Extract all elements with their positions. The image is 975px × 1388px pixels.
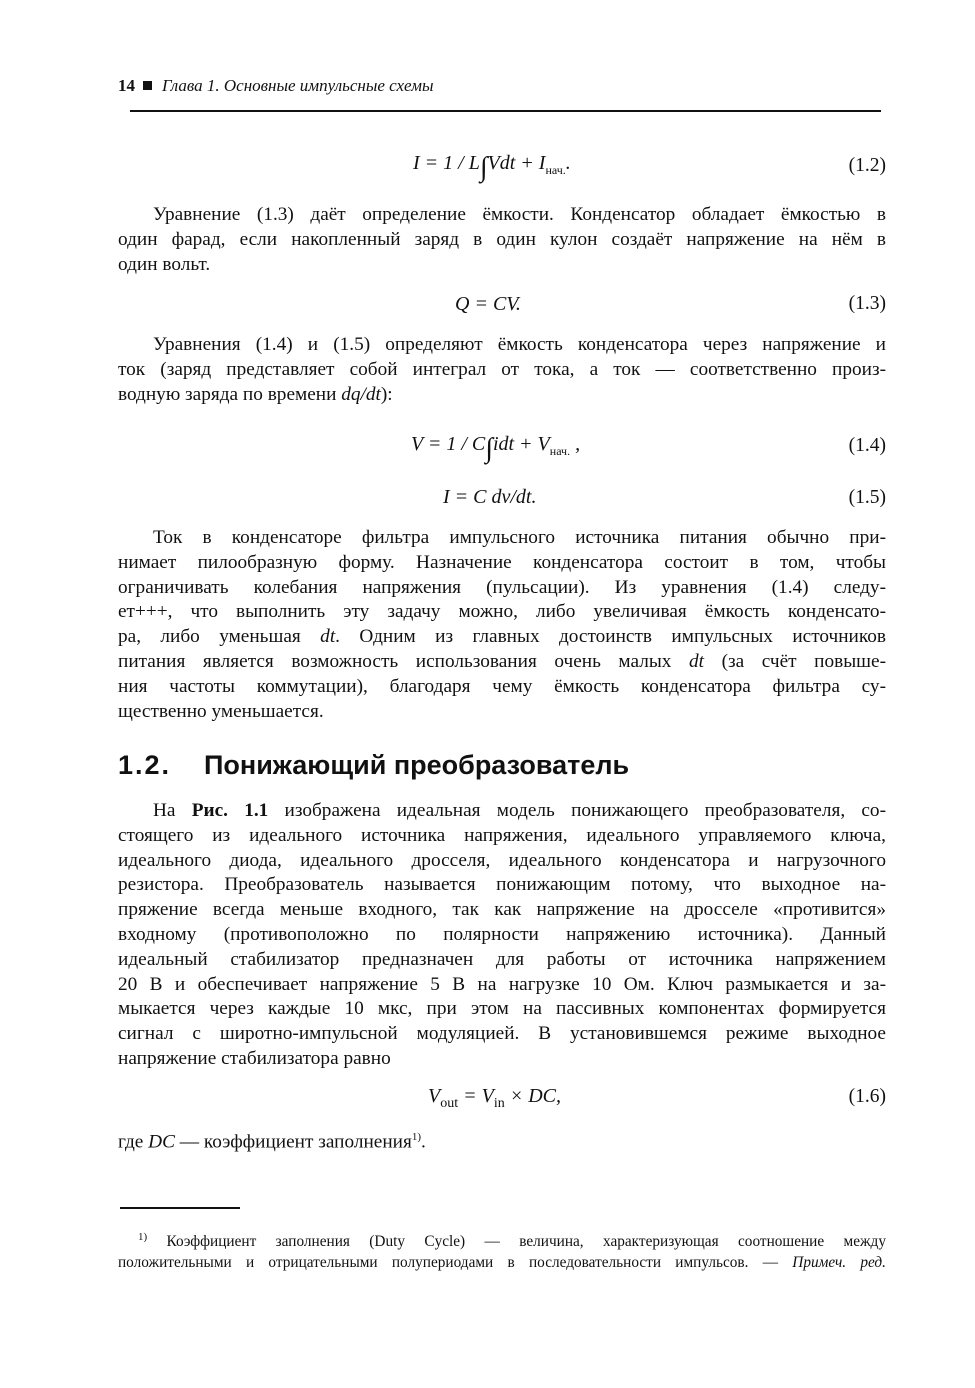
equation-number: (1.2) bbox=[848, 155, 886, 176]
text-line bbox=[118, 873, 886, 898]
page-number: 14 bbox=[118, 76, 135, 95]
eq-text: I bbox=[413, 152, 420, 174]
text-segment: идеального диода, идеального дросселя, идеального конденсатора и нагрузочного bbox=[118, 849, 886, 871]
text-segment: пряжение всегда меньше входного, так как напряжение на дросселе «противится» bbox=[118, 899, 886, 921]
text-segment: мыкается через каждые 10 мкс, при этом на пассивных компонентах формируется bbox=[118, 998, 886, 1020]
text-line bbox=[118, 898, 886, 923]
text-line bbox=[118, 383, 886, 408]
text-segment: один вольт. bbox=[118, 253, 211, 275]
paragraph bbox=[118, 203, 886, 277]
text: DC bbox=[148, 1131, 175, 1153]
text-line bbox=[118, 358, 886, 383]
text-segment: стоящего из идеального источника напряжения, идеального управляемого ключа, bbox=[118, 824, 886, 846]
text-segment: Уравнения (1.4) и (1.5) определяют ёмкость конденсатора через напряжение и bbox=[153, 334, 886, 355]
text-segment: питания является возможность использования очень малых bbox=[118, 650, 690, 672]
footnote-line bbox=[118, 1251, 886, 1276]
text-segment: напряжение стабилизатора равно bbox=[118, 1047, 391, 1069]
text-segment: dq/dt bbox=[341, 383, 381, 405]
text-segment: ра, либо уменьшая bbox=[118, 626, 321, 648]
text-line bbox=[118, 997, 886, 1022]
text-segment: изображена идеальная модель понижающего преобразователя, со- bbox=[268, 800, 886, 821]
text-line bbox=[118, 849, 886, 874]
equation-number: (1.3) bbox=[848, 293, 886, 314]
text-line bbox=[118, 700, 886, 725]
text-line bbox=[118, 650, 886, 675]
text-segment: Уравнение (1.3) даёт определение ёмкости. Конденсатор обладает ёмкостью в bbox=[153, 204, 886, 225]
integral-sign: ∫ bbox=[479, 152, 488, 183]
eq-text: V bbox=[411, 433, 423, 455]
square-bullet-icon bbox=[143, 81, 152, 90]
section-heading bbox=[118, 750, 629, 781]
text-line bbox=[118, 551, 886, 576]
eq-text: idt + V bbox=[492, 433, 550, 455]
equation-1-5: I = C dv/dt. bbox=[443, 486, 537, 508]
text-segment: ния частоты коммутации), благодаря чему ёмкость конденсатора фильтра су- bbox=[118, 675, 886, 697]
equation-number: (1.4) bbox=[848, 435, 886, 456]
eq-subscript: нач. bbox=[545, 163, 566, 177]
paragraph bbox=[118, 526, 886, 724]
header-rule bbox=[130, 110, 881, 112]
eq-text: = 1 / L bbox=[424, 152, 480, 174]
text-segment: Ток в конденсаторе фильтра импульсного источника питания обычно при- bbox=[153, 527, 886, 548]
text-line bbox=[118, 675, 886, 700]
running-header bbox=[118, 76, 434, 96]
text: положительными и отрицательными полупериодами в последовательности импульсов. — bbox=[118, 1253, 793, 1271]
text-segment: ток (заряд представляет собой интеграл от тока, а ток — соответственно произ- bbox=[118, 358, 886, 380]
text-line bbox=[118, 824, 886, 849]
text-segment: входному (противоположно по полярности напряжению источника). Данный bbox=[118, 923, 886, 945]
text-segment: Рис. 1.1 bbox=[191, 800, 269, 821]
eq-text: = 1 / C bbox=[427, 433, 486, 455]
section-title: Понижающий преобразователь bbox=[204, 750, 630, 780]
footnote-ref[interactable]: 1) bbox=[411, 1131, 422, 1143]
footnote-rule bbox=[120, 1207, 240, 1209]
text: — коэффициент заполнения bbox=[174, 1131, 412, 1153]
text-line bbox=[118, 923, 886, 948]
eq-text: × DC, bbox=[504, 1085, 561, 1107]
eq-text: = V bbox=[458, 1085, 494, 1107]
eq-text: Vdt + I bbox=[487, 152, 546, 174]
text-segment: ет+++, что выполнить эту задачу можно, либо увеличивая ёмкость конденсато- bbox=[118, 601, 886, 623]
text-line bbox=[118, 600, 886, 625]
text-line bbox=[118, 625, 886, 650]
equation-number: (1.6) bbox=[848, 1086, 886, 1107]
text: где bbox=[118, 1131, 149, 1153]
text: . bbox=[421, 1131, 426, 1153]
text-line bbox=[118, 526, 886, 551]
text-segment: . Одним из главных достоинств импульсных источников bbox=[335, 626, 887, 648]
paragraph bbox=[118, 799, 886, 1072]
text-line bbox=[118, 253, 886, 278]
footnote-mark: 1) bbox=[138, 1231, 148, 1243]
text-segment: водную заряда по времени bbox=[118, 383, 342, 405]
eq-subscript: in bbox=[493, 1096, 505, 1111]
text-segment: щественно уменьшается. bbox=[118, 700, 324, 722]
text-line bbox=[118, 1022, 886, 1047]
text-segment: нимает пилообразную форму. Назначение конденсатора состоит в том, чтобы bbox=[118, 551, 886, 573]
section-number: 1.2. bbox=[118, 750, 172, 780]
text-line bbox=[118, 333, 886, 358]
eq-text: , bbox=[570, 433, 581, 455]
text-line bbox=[118, 576, 886, 601]
text-segment: dt bbox=[320, 626, 336, 648]
equation-1-2 bbox=[413, 152, 571, 184]
text-line bbox=[118, 973, 886, 998]
chapter-title: Глава 1. Основные импульсные схемы bbox=[162, 76, 434, 95]
paragraph bbox=[118, 333, 886, 407]
footnote-line bbox=[118, 1226, 886, 1251]
equation-1-4 bbox=[411, 433, 580, 465]
text-segment: (за счёт повыше- bbox=[704, 650, 886, 672]
integral-sign: ∫ bbox=[485, 433, 493, 464]
text-segment: 20 В и обеспечивает напряжение 5 В на нагрузке 10 Ом. Ключ размыкается и за- bbox=[118, 973, 886, 995]
eq-text: . bbox=[565, 152, 571, 174]
text-segment: сигнал с широтно-импульсной модуляцией. В установившемся режиме выходное bbox=[118, 1023, 886, 1045]
text-line bbox=[118, 799, 886, 824]
text-segment: резистора. Преобразователь называется понижающим потому, что выходное на- bbox=[118, 874, 886, 896]
eq-subscript: out bbox=[440, 1096, 459, 1111]
text-line bbox=[118, 948, 886, 973]
equation-1-3: Q = CV. bbox=[455, 293, 521, 315]
text: Коэффициент заполнения (Duty Cycle) — величина, характеризующая соотношение между bbox=[147, 1233, 886, 1251]
text-line bbox=[118, 228, 886, 253]
equation-number: (1.5) bbox=[848, 487, 886, 508]
eq-subscript: нач. bbox=[549, 444, 571, 458]
eq-text: V bbox=[428, 1085, 441, 1107]
text-segment: идеальный стабилизатор предназначен для работы от источника напряжением bbox=[118, 948, 886, 970]
text-line bbox=[118, 203, 886, 228]
text-segment: ограничивать колебания напряжения (пульсации). Из уравнения (1.4) следу- bbox=[118, 576, 886, 598]
equation-1-6 bbox=[428, 1085, 561, 1112]
text-line bbox=[118, 1047, 886, 1072]
dc-definition bbox=[118, 1125, 886, 1155]
text-segment: На bbox=[153, 800, 192, 821]
text-segment: dt bbox=[689, 650, 705, 672]
footnote bbox=[118, 1226, 886, 1276]
text-segment: ): bbox=[380, 383, 393, 405]
text-segment: один фарад, если накопленный заряд в один кулон создаёт напряжение на нём в bbox=[118, 228, 886, 250]
text: Примеч. ред. bbox=[792, 1253, 886, 1271]
